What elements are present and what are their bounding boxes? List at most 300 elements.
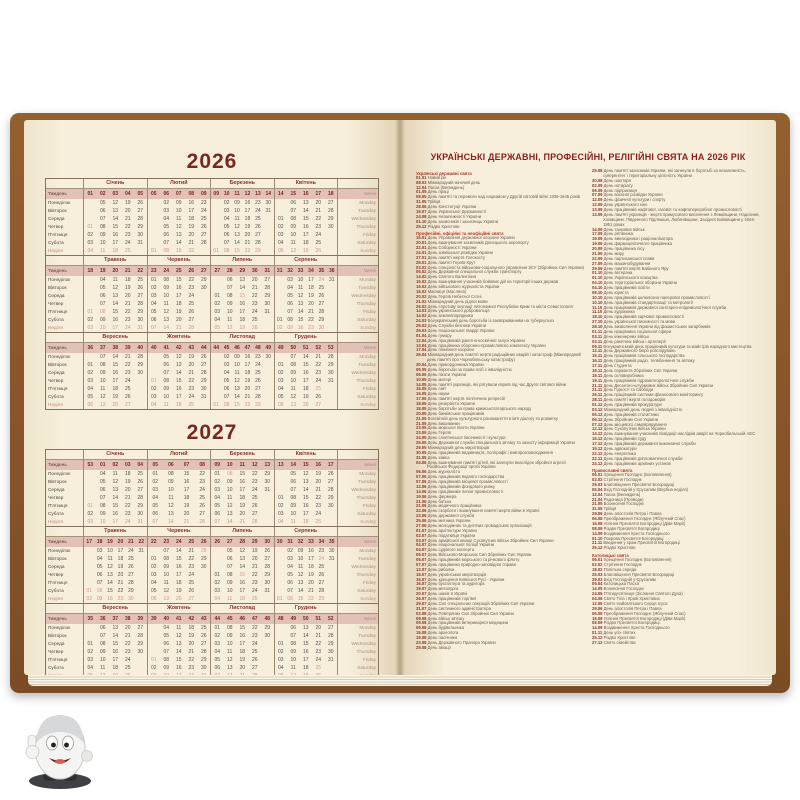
week-number: 03	[112, 191, 119, 197]
holiday-date: 15.07	[416, 576, 427, 582]
date-cell: 13	[107, 572, 113, 578]
date-cell: 05	[87, 394, 94, 400]
date-cell: 18	[239, 596, 246, 602]
holiday-date: 01.10	[592, 535, 603, 541]
holiday-entry: 08.09 Різдво Пресвятої Богородиці	[592, 620, 660, 626]
date-cell: 23	[188, 386, 195, 392]
date-cell: 04	[163, 625, 170, 631]
date-cell: 22	[124, 362, 131, 368]
date-cell: 14	[112, 216, 119, 222]
date-cell: 26	[137, 200, 144, 206]
date-cell: 06	[214, 665, 221, 671]
date-cell	[263, 369, 273, 377]
date-cell: 23	[315, 649, 322, 655]
week-number: 42	[175, 345, 182, 351]
day-row	[46, 587, 378, 595]
date-cell: 23	[315, 503, 322, 509]
holiday-section-header: Православні свята	[592, 467, 633, 473]
date-cell: 20	[302, 402, 309, 408]
month-grid	[274, 624, 338, 632]
date-cell	[327, 324, 337, 332]
holiday-date: 27.12	[592, 639, 603, 645]
date-cell: 08	[168, 471, 174, 477]
date-cell: 24	[124, 378, 131, 384]
holiday-date: 19.12	[592, 445, 603, 451]
holiday-entry: 20.02 День Героїв Небесної Сотні	[416, 293, 482, 299]
month-grid	[83, 377, 147, 385]
corner-cell	[337, 604, 378, 613]
month-grid	[147, 239, 211, 247]
date-cell: 16	[175, 285, 182, 291]
date-cell: 29	[327, 495, 334, 501]
holiday-entry: 05.12 День працівників статистики	[592, 411, 659, 417]
month-grid	[274, 470, 338, 478]
date-cell: 23	[199, 479, 205, 485]
date-cell: 22	[124, 309, 131, 315]
date-cell: 22	[188, 277, 195, 283]
date-cell: 05	[99, 285, 106, 291]
date-cell: 28	[264, 564, 271, 570]
date-cell: 16	[244, 354, 251, 360]
holiday-entry: 22.12 День енергетика	[592, 450, 636, 456]
week-number: 27	[214, 268, 221, 274]
date-cell: 11	[234, 216, 240, 222]
day-label: Неділя	[48, 402, 63, 407]
holiday-date: 29.08	[592, 168, 603, 173]
week-number: 05	[150, 191, 157, 197]
date-cell: 21	[183, 519, 190, 525]
month-grid	[210, 308, 274, 316]
date-cell: 22	[188, 378, 195, 384]
date-cell	[84, 486, 97, 494]
day-label-en: Week	[337, 614, 378, 624]
holiday-date: 15.02	[416, 279, 427, 285]
date-cell	[84, 215, 97, 223]
date-cell: 15	[112, 641, 119, 647]
date-cell	[275, 547, 285, 555]
date-cell: 15	[107, 588, 113, 594]
day-label: Тиждень	[48, 616, 67, 621]
month-grid	[210, 494, 274, 502]
month-name: Грудень	[274, 604, 338, 613]
holiday-date: 24.01	[416, 249, 427, 255]
day-label: Тиждень	[48, 191, 67, 196]
date-cell: 21	[315, 633, 322, 639]
date-cell: 01	[150, 277, 157, 283]
week-number: 52	[315, 345, 322, 351]
month-grid	[210, 537, 274, 547]
date-cell: 11	[227, 596, 233, 602]
holiday-date: 20.09	[592, 246, 603, 251]
week-number: 30	[276, 539, 283, 545]
holiday-entry: 09.11 Всеукраїнський день працівників культури та майстрів народного мистецтва	[592, 343, 752, 349]
date-cell: 23	[200, 200, 207, 206]
week-number: 29	[251, 539, 258, 545]
date-cell: 11	[168, 495, 174, 501]
month-grid	[210, 460, 274, 470]
date-cell	[84, 624, 97, 632]
date-cell: 17	[112, 657, 119, 663]
holiday-date: 17.12	[592, 441, 603, 446]
calendar-block	[45, 526, 379, 604]
date-cell: 10	[99, 378, 106, 384]
month-grid	[274, 284, 338, 292]
date-cell: 21	[244, 394, 251, 400]
date-cell: 18	[124, 471, 131, 477]
holiday-entry: 15.01 День Управління державної охорони України	[416, 235, 515, 241]
date-cell: 01	[152, 471, 159, 477]
day-row	[46, 494, 378, 502]
week-number: 36	[99, 616, 106, 622]
date-cell: 06	[226, 277, 233, 283]
date-cell: 08	[99, 309, 106, 315]
month-grid	[274, 300, 338, 308]
date-cell	[275, 470, 288, 478]
month-grid	[210, 199, 274, 207]
week-number: 25	[175, 268, 182, 274]
date-cell: 14	[112, 354, 119, 360]
date-cell	[211, 393, 221, 401]
date-cell: 19	[188, 633, 195, 639]
date-cell	[84, 571, 94, 579]
date-cell: 18	[124, 277, 131, 283]
week-number: 26	[200, 539, 207, 545]
date-cell: 30	[329, 548, 335, 554]
date-cell: 19	[117, 564, 124, 570]
month-grid	[210, 587, 274, 595]
date-cell: 13	[226, 665, 233, 671]
date-cell: 27	[264, 277, 271, 283]
week-number: 30	[264, 539, 271, 545]
week-number-row	[46, 614, 378, 624]
month-name: Березень	[210, 450, 274, 459]
date-cell: 11	[290, 665, 296, 671]
date-cell: 10	[290, 511, 297, 517]
date-cell	[275, 276, 285, 284]
holiday-date: 13.04	[416, 342, 427, 348]
holiday-date: 19.11	[592, 377, 603, 383]
date-cell: 30	[327, 503, 334, 509]
holiday-date: 31.05	[416, 199, 427, 205]
holiday-date: 05.12	[592, 411, 603, 417]
date-cell: 20	[251, 556, 258, 562]
day-label: Тиждень	[48, 539, 67, 544]
month-grid	[274, 664, 338, 672]
month-grid	[83, 579, 147, 587]
date-cell: 25	[200, 216, 207, 222]
date-cell: 17	[302, 232, 309, 238]
week-number: 50	[290, 345, 297, 351]
month-grid	[83, 199, 147, 207]
holiday-entry: 01.10 День захисників і захисниць України	[416, 218, 499, 224]
date-cell	[84, 292, 97, 300]
date-cell: 30	[200, 564, 207, 570]
date-cell: 20	[244, 232, 251, 238]
date-cell	[198, 579, 211, 587]
date-cell: 07	[287, 309, 293, 315]
date-cell: 06	[99, 625, 106, 631]
date-cell: 05	[226, 548, 233, 554]
holiday-date: 25.03	[416, 323, 427, 329]
day-label-en: Thursday	[337, 377, 378, 385]
week-number: 38	[112, 345, 119, 351]
date-cell: 07	[163, 240, 170, 246]
month-grid	[210, 401, 274, 409]
date-cell: 08	[287, 317, 293, 323]
day-label-en: Wednesday	[337, 369, 378, 377]
corner-cell	[46, 333, 83, 342]
date-cell: 17	[112, 240, 119, 246]
date-cell: 06	[223, 386, 230, 392]
date-cell: 26	[128, 564, 134, 570]
holiday-date: 08.09	[592, 525, 603, 531]
date-cell: 24	[128, 548, 134, 554]
date-cell: 16	[302, 503, 309, 509]
month-grid	[147, 308, 211, 316]
day-label: П'ятниця	[48, 232, 68, 237]
date-cell: 24	[315, 232, 322, 238]
holiday-entry: 02.08 День Повітряних Сил Збройних Сил України	[416, 610, 514, 616]
month-grid	[274, 393, 338, 401]
date-cell: 04	[277, 386, 284, 392]
date-cell: 05	[287, 293, 293, 299]
holiday-entry: 21.11 День Гідності та Свободи	[592, 387, 653, 393]
date-cell: 08	[226, 625, 233, 631]
holiday-date: 30.05	[416, 449, 427, 455]
date-cell: 12	[107, 564, 113, 570]
date-cell: 28	[128, 580, 134, 586]
date-cell: 28	[199, 519, 205, 525]
holiday-date: 16.02	[416, 284, 427, 290]
date-cell: 14	[168, 519, 174, 525]
month-grid	[83, 189, 147, 199]
date-cell: 13	[226, 511, 233, 517]
day-label: Понеділок	[48, 277, 71, 282]
date-cell: 16	[112, 511, 119, 517]
day-label: Четвер	[48, 301, 64, 306]
date-cell: 03	[214, 309, 221, 315]
date-cell: 01	[214, 572, 221, 578]
month-grid	[83, 555, 147, 563]
date-cell: 06	[290, 625, 297, 631]
date-cell: 14	[175, 240, 182, 246]
date-cell: 11	[297, 564, 304, 570]
date-cell: 15	[175, 657, 182, 663]
date-cell: 26	[255, 224, 261, 230]
date-cell: 08	[226, 471, 233, 477]
day-label: Понеділок	[48, 354, 71, 359]
date-cell: 29	[255, 248, 261, 254]
holiday-entry: 29.08 День авіації	[416, 644, 451, 650]
day-label: Тиждень	[48, 345, 67, 350]
day-label: Середа	[48, 564, 65, 569]
date-cell: 03	[87, 325, 94, 331]
date-cell: 25	[124, 248, 131, 254]
date-cell: 25	[315, 240, 322, 246]
month-grid	[83, 664, 147, 672]
date-cell: 16	[244, 200, 251, 206]
week-number: 31	[264, 268, 271, 274]
month-name: Червень	[147, 256, 211, 265]
holiday-date: 29.08	[416, 644, 427, 650]
day-label-en: Friday	[337, 502, 378, 510]
date-cell: 07	[96, 580, 103, 586]
holiday-date: 19.06	[416, 493, 427, 499]
date-cell	[263, 231, 273, 239]
holiday-date: 01.10	[592, 270, 603, 276]
date-cell: 22	[188, 657, 195, 663]
holiday-entry: 21.06 День батька	[416, 498, 452, 504]
date-cell: 01	[276, 317, 283, 323]
holiday-date: 02.02	[592, 561, 603, 567]
month-grid	[274, 460, 338, 470]
date-cell: 08	[290, 362, 297, 368]
date-cell: 26	[318, 572, 325, 578]
date-cell: 30	[327, 649, 334, 655]
week-number: 10	[223, 191, 230, 197]
week-number-row	[46, 266, 378, 276]
week-number: 12	[251, 462, 258, 468]
date-cell: 21	[188, 370, 195, 376]
holiday-date: 25.05	[416, 440, 427, 446]
month-grid	[147, 460, 211, 470]
week-number: 40	[137, 345, 144, 351]
month-name: Січень	[83, 450, 147, 459]
date-cell: 22	[244, 248, 251, 254]
holiday-entry: 29.09 День пам'яті жертв Бабиного Яру	[592, 265, 669, 271]
date-cell: 10	[297, 277, 304, 283]
day-label: Понеділок	[48, 625, 71, 630]
date-cell: 11	[227, 317, 233, 323]
week-number-row	[46, 537, 378, 547]
date-cell: 27	[137, 487, 144, 493]
day-row	[46, 385, 378, 393]
date-cell: 18	[302, 240, 309, 246]
date-cell: 29	[264, 293, 271, 299]
date-cell: 03	[277, 657, 284, 663]
date-cell: 13	[112, 487, 119, 493]
date-cell: 02	[150, 665, 157, 671]
date-cell: 18	[239, 317, 246, 323]
week-number: 24	[175, 539, 182, 545]
date-cell: 16	[188, 200, 195, 206]
date-cell: 25	[318, 564, 325, 570]
holiday-date: 01.04	[416, 332, 427, 338]
date-cell: 28	[318, 588, 325, 594]
month-grid	[210, 518, 274, 526]
week-number: 49	[265, 345, 272, 351]
date-cell	[134, 664, 147, 672]
holidays-title: УКРАЇНСЬКІ ДЕРЖАВНІ, ПРОФЕСІЙНІ, РЕЛІГІЙНІ СВЯТА НА 2026 РІК	[430, 152, 746, 162]
date-cell: 27	[124, 402, 131, 408]
holiday-entry: 26.02 День спротиву окупації Автономної Республіки Крим та міста Севастополя	[416, 303, 573, 309]
date-cell	[275, 579, 285, 587]
month-grid	[210, 239, 274, 247]
holiday-entry: 12.04 Пасха (Великдень)	[592, 491, 641, 497]
date-cell: 26	[264, 548, 271, 554]
date-cell: 16	[175, 564, 182, 570]
date-cell: 03	[150, 394, 157, 400]
holiday-date: 10.10	[592, 299, 603, 305]
date-cell	[275, 632, 288, 640]
day-label-en: Friday	[337, 308, 378, 316]
holiday-date: 09.08	[416, 625, 427, 631]
date-cell	[327, 316, 337, 324]
holiday-entry: 24.01 День зовнішньої розвідки України	[416, 249, 493, 255]
date-cell: 16	[112, 232, 119, 238]
date-cell: 09	[99, 232, 106, 238]
week-number: 06	[163, 191, 170, 197]
holiday-date: 15.08	[416, 630, 427, 636]
date-cell: 12	[175, 633, 182, 639]
holiday-entry: 14.09 Воздвиження Хреста Господнього	[592, 530, 670, 536]
date-cell: 03	[277, 378, 284, 384]
month-grid	[274, 247, 338, 255]
date-cell: 26	[251, 325, 258, 331]
date-cell: 03	[287, 556, 293, 562]
date-cell	[325, 231, 338, 239]
date-cell: 27	[327, 625, 334, 631]
date-cell: 26	[255, 378, 261, 384]
date-cell: 15	[234, 248, 240, 254]
date-cell: 25	[124, 386, 131, 392]
calendar-block	[45, 332, 379, 410]
date-cell: 20	[188, 232, 195, 238]
date-cell	[275, 563, 285, 571]
date-cell: 09	[226, 479, 233, 485]
week-number: 15	[302, 462, 309, 468]
holiday-date: 01.05	[416, 189, 427, 195]
date-cell: 13	[302, 625, 309, 631]
holiday-entry: 15.07 День Української Державності	[416, 208, 487, 214]
month-grid	[274, 385, 338, 393]
holiday-date: 25.12	[416, 223, 427, 229]
holiday-date: 03.11	[592, 333, 603, 339]
month-grid	[83, 595, 147, 603]
week-number: 09	[214, 462, 221, 468]
date-cell: 26	[318, 293, 325, 299]
holiday-date: 24.05	[416, 435, 427, 441]
date-cell	[198, 587, 211, 595]
holiday-date: 15.12	[592, 436, 603, 442]
date-cell: 04	[163, 216, 170, 222]
day-label: Субота	[48, 317, 64, 322]
date-cell: 25	[124, 665, 131, 671]
week-number: 52	[327, 616, 334, 622]
day-row	[46, 231, 378, 239]
week-number: 39	[150, 616, 157, 622]
date-cell: 02	[87, 649, 94, 655]
date-cell: 19	[308, 572, 314, 578]
date-cell: 10	[99, 657, 106, 663]
mascot-pupil	[51, 743, 56, 748]
holiday-entry: 25.12 Різдво Христове	[416, 223, 460, 229]
holiday-date: 06.01	[592, 472, 603, 478]
date-cell: 27	[318, 301, 325, 307]
date-cell: 10	[163, 572, 170, 578]
date-cell	[325, 247, 338, 255]
week-number: 18	[87, 268, 94, 274]
date-cell	[211, 563, 224, 571]
day-label-en: Sunday	[337, 518, 378, 526]
month-grid	[210, 207, 274, 215]
month-grid	[274, 571, 338, 579]
week-number: 27	[226, 539, 233, 545]
date-cell: 01	[87, 503, 94, 509]
holiday-entry: 12.04 Пасха (Великдень)	[416, 184, 465, 190]
date-cell: 21	[315, 208, 322, 214]
day-label: Неділя	[48, 325, 63, 330]
